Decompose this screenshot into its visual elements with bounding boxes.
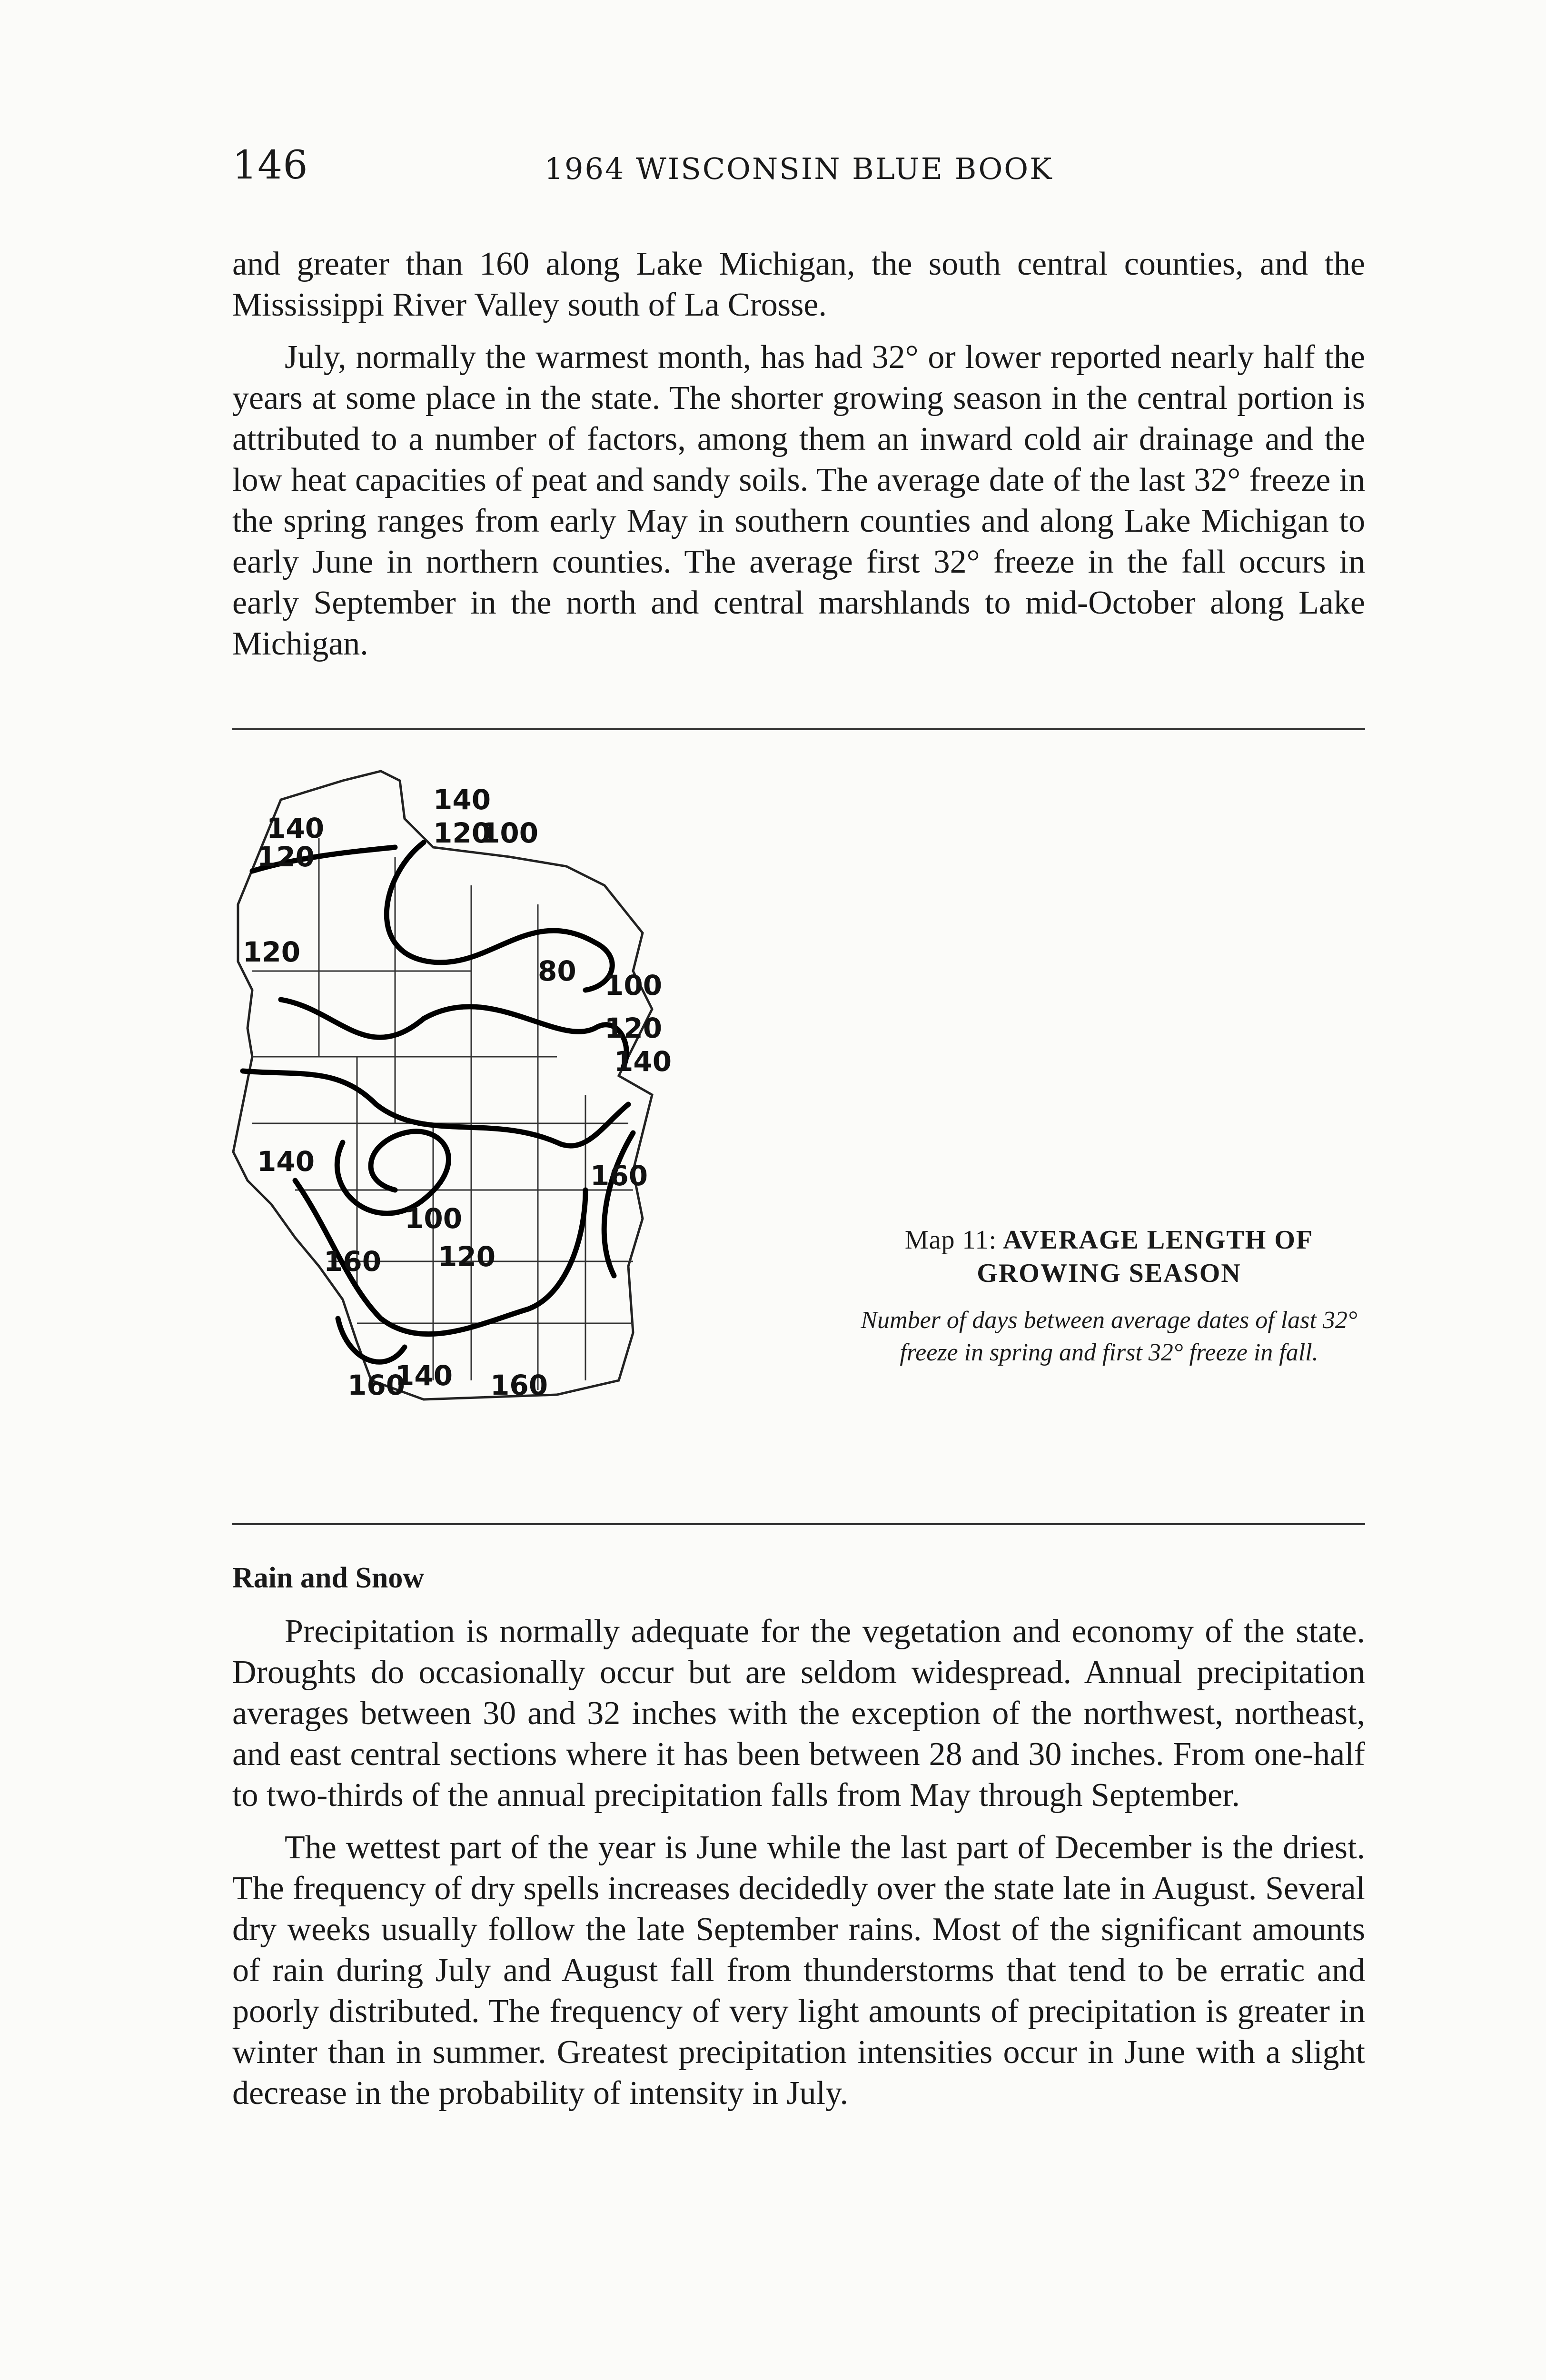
rain-paragraph-1: Precipitation is normally adequate for the vegetation and economy of the state. Droughts do occasionally occur but are seldom widespread. Annual precipitation averages between 30 and 32 inches with the exception of the northwest, northeast, and east central sections where it has been between 28 and 30 inches. From one-half to two-thirds of the annual precipitation falls from May through September. [232, 1613, 1365, 1814]
contour-label: 120 [433, 817, 491, 849]
contour-inner-loop [337, 1131, 448, 1213]
page-number: 146 [232, 143, 308, 188]
contour-label: 120 [243, 936, 301, 968]
map-caption-description: Number of days between average dates of last 32° freeze in spring and first 32° freeze in fall. [861, 1307, 1358, 1366]
contour-label: 100 [481, 817, 539, 849]
contour-label: 160 [324, 1245, 382, 1278]
intro-text [232, 244, 1365, 676]
growing-season-map [224, 762, 871, 1552]
contour-loop-north [386, 843, 612, 990]
contour-label: 120 [257, 841, 315, 873]
contour-label: 100 [605, 969, 663, 1002]
contour-label: 120 [605, 1012, 663, 1044]
contour-labels [243, 783, 672, 1401]
contour-east [604, 1133, 633, 1276]
intro-paragraph-1: and greater than 160 along Lake Michigan, the south central counties, and the Mississippi River Valley south of La Crosse. [232, 246, 1365, 323]
rain-snow-text [232, 1611, 1365, 2125]
rain-paragraph-2: The wettest part of the year is June while the last part of December is the driest. The frequency of dry spells increases decidedly over the state late in August. Several dry weeks usually follow the late September rains. Most of the significant amounts of rain during July and August fall from thunderstorms that tend to be erratic and poorly distributed. The frequency of very light amounts of precipitation is greater in winter than in summer. Greatest precipitation intensities occur in June with a slight decrease in the probability of intensity in July. [232, 1829, 1365, 2112]
running-head: 1964 WISCONSIN BLUE BOOK [544, 151, 1053, 186]
contour-label: 140 [395, 1359, 453, 1392]
contour-lines [243, 843, 633, 1362]
page-header [232, 143, 1365, 195]
contour-label: 120 [438, 1240, 496, 1273]
contour-label: 140 [267, 812, 325, 844]
wisconsin-map-svg [224, 762, 871, 1552]
bottom-divider [232, 1523, 1365, 1525]
section-heading: Rain and Snow [232, 1562, 425, 1594]
contour-label: 160 [347, 1369, 406, 1401]
map-number: Map 11: [904, 1225, 997, 1255]
intro-paragraph-2: July, normally the warmest month, has had 32° or lower reported nearly half the years at some place in the state. The shorter growing season in the central portion is attributed to a number of factors, among them an inward cold air drainage and the low heat capacities of peat and sandy soils. The average date of the last 32° freeze in the spring ranges from early May in southern counties and along Lake Michigan to early June in northern counties. The average first 32° freeze in the fall occurs in early September in the north and central marshlands to mid-October along Lake Michigan. [232, 339, 1365, 662]
top-divider [232, 728, 1365, 730]
map-title: AVERAGE LENGTH OF GROWING SEASON [977, 1225, 1314, 1288]
contour-label: 140 [433, 783, 491, 816]
contour-label: 100 [405, 1202, 463, 1235]
county-lines [252, 838, 633, 1390]
map-caption [847, 1223, 1371, 1369]
contour-label: 160 [590, 1160, 648, 1192]
map-caption-title [847, 1223, 1371, 1290]
contour-label: 80 [538, 955, 576, 987]
contour-label: 140 [614, 1045, 672, 1078]
contour-label: 140 [257, 1145, 315, 1178]
contour-label: 160 [490, 1369, 548, 1401]
